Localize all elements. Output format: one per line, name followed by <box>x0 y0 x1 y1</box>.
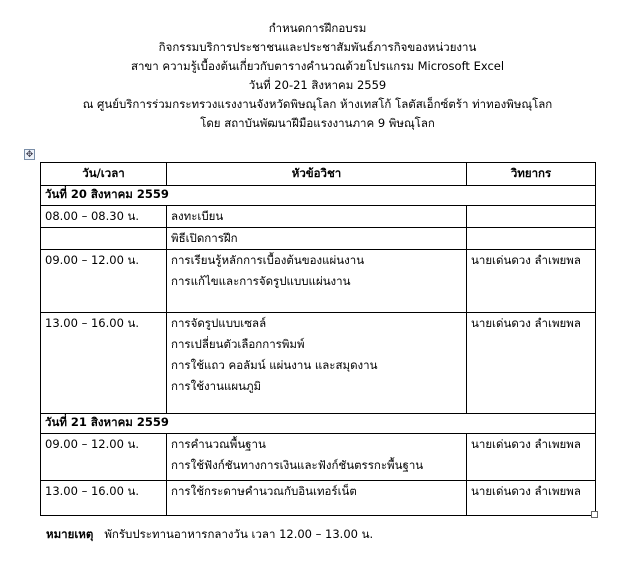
col-header-speaker: วิทยากร <box>467 163 596 186</box>
topic-item: การเปลี่ยนตัวเลือกการพิมพ์ <box>171 337 305 351</box>
footnote-label: หมายเหตุ <box>46 527 94 541</box>
speaker-cell: นายเด่นดวง ลำเพยพล <box>471 484 581 498</box>
time-cell: 09.00 – 12.00 น. <box>45 253 140 267</box>
move-handle-icon[interactable]: ✥ <box>25 150 34 160</box>
branch-line: สาขา ความรู้เบื้องต้นเกี่ยวกับตารางคำนวณด้วยโปรแกรม Microsoft Excel <box>130 59 505 73</box>
topic-item: การใช้งานแผนภูมิ <box>171 379 262 393</box>
speaker-cell: นายเด่นดวง ลำเพยพล <box>471 253 581 267</box>
speaker-cell: นายเด่นดวง ลำเพยพล <box>471 316 581 330</box>
date-line: วันที่ 20-21 สิงหาคม 2559 <box>248 78 387 92</box>
time-cell: 09.00 – 12.00 น. <box>45 437 140 451</box>
schedule-table <box>40 162 596 516</box>
table-row <box>41 313 596 414</box>
topic-item: การใช้ฟังก์ชันทางการเงินและฟังก์ชันตรรกะพื้นฐาน <box>171 458 424 472</box>
topic-item: การเรียนรู้หลักการเบื้องต้นของแผ่นงาน <box>171 253 365 267</box>
time-cell: 08.00 – 08.30 น. <box>45 209 140 223</box>
topic-item: การใช้แถว คอลัมน์ แผ่นงาน และสมุดงาน <box>171 358 378 372</box>
table-row <box>41 206 596 228</box>
topic-item: การจัดรูปแบบเซลล์ <box>171 316 267 330</box>
table-row <box>41 481 596 516</box>
title: กำหนดการฝึกอบรม <box>268 21 367 35</box>
table-row <box>41 434 596 481</box>
organizer-line: โดย สถาบันพัฒนาฝีมือแรงงานภาค 9 พิษณุโลก <box>200 116 435 130</box>
subtitle: กิจกรรมบริการประชาชนและประชาสัมพันธ์ภารกิจของหน่วยงาน <box>158 40 477 54</box>
topic-item: พิธีเปิดการฝึก <box>171 231 238 245</box>
table-header-row <box>41 163 596 186</box>
time-cell: 13.00 – 16.00 น. <box>45 316 140 330</box>
day-label: วันที่ 21 สิงหาคม 2559 <box>41 414 596 434</box>
document-header <box>0 19 635 133</box>
speaker-cell: นายเด่นดวง ลำเพยพล <box>471 437 581 451</box>
topic-item: การใช้กระดาษคำนวณกับอินเทอร์เน็ต <box>171 484 357 498</box>
time-cell: 13.00 – 16.00 น. <box>45 484 140 498</box>
table-row <box>41 250 596 313</box>
table-row <box>41 228 596 250</box>
day-label: วันที่ 20 สิงหาคม 2559 <box>41 186 596 206</box>
day-row <box>41 414 596 434</box>
day-row <box>41 186 596 206</box>
venue-line: ณ ศูนย์บริการร่วมกระทรวงแรงงานจังหวัดพิษณุโลก ห้างเทสโก้ โลตัสเอ็กซ์ตร้า ท่าทองพิษณุโลก <box>82 97 553 111</box>
resize-handle-icon[interactable] <box>591 511 598 518</box>
topic-item: การคำนวณพื้นฐาน <box>171 437 266 451</box>
col-header-time: วัน/เวลา <box>41 163 167 186</box>
col-header-topic: หัวข้อวิชา <box>167 163 467 186</box>
footnote-text: พักรับประทานอาหารกลางวัน เวลา 12.00 – 13.00 น. <box>104 527 374 541</box>
topic-item: ลงทะเบียน <box>171 209 224 223</box>
footnote <box>46 526 373 544</box>
topic-item: การแก้ไขและการจัดรูปแบบแผ่นงาน <box>171 274 351 288</box>
